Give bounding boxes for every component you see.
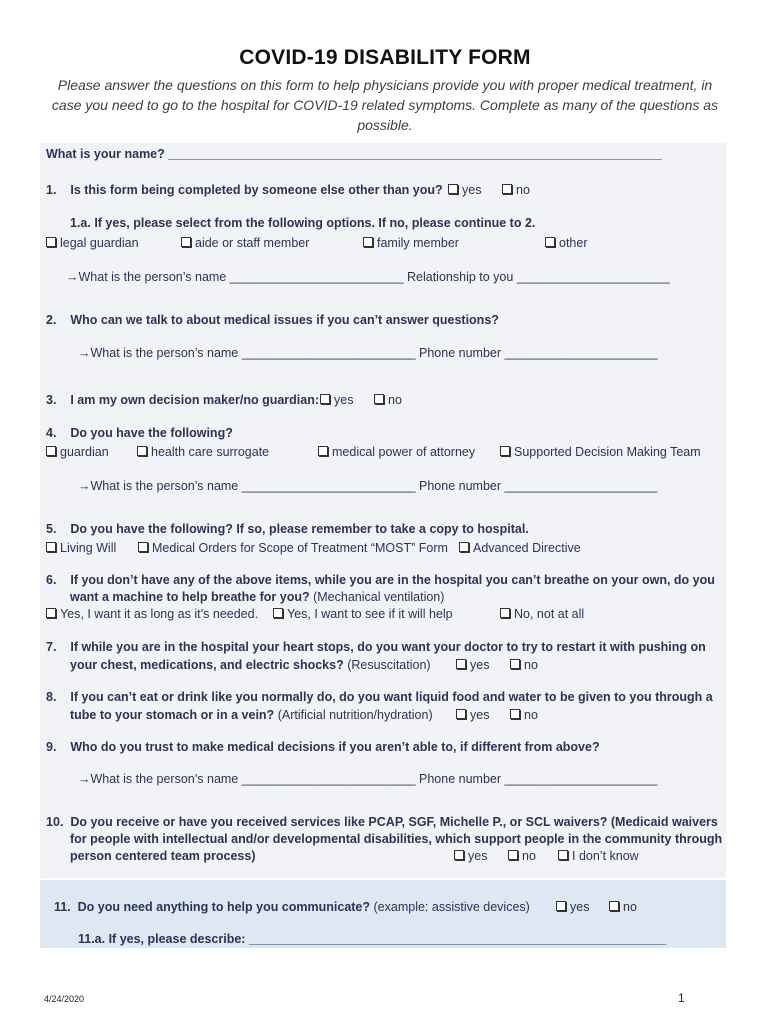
option-label: no [524,708,538,722]
question-7 [46,639,706,655]
checkbox-icon[interactable] [46,608,56,618]
q1-yes-option[interactable] [448,182,481,198]
question-7-line-2 [70,657,431,673]
checkbox-icon[interactable] [363,237,373,247]
q4-option-guardian[interactable] [46,444,109,460]
question-9 [46,739,600,755]
question-text: tube to your stomach or in a vein? [70,708,275,722]
checkbox-icon[interactable] [448,184,458,194]
checkbox-icon[interactable] [181,237,191,247]
q1a-option-aide[interactable] [181,235,309,251]
option-label: yes [470,708,490,722]
q11-no-option[interactable] [609,899,637,915]
checkbox-icon[interactable] [502,184,512,194]
option-label: aide or staff member [195,236,310,250]
option-label: guardian [60,445,109,459]
option-label: yes [468,849,488,863]
option-label: no [524,658,538,672]
question-11 [54,899,530,915]
option-label: no [522,849,536,863]
question-text: Is this form being completed by someone else other than you? [70,183,443,197]
q1a-person-line[interactable]: →What is the person’s name _________________________ Relationship to you ______________________ [66,270,670,284]
question-text: Do you receive or have you received services like PCAP, SGF, Michelle P., or SCL waivers? (Medicaid waivers [70,815,718,829]
q10-yes-option[interactable] [454,848,487,864]
checkbox-icon[interactable] [137,446,147,456]
checkbox-icon[interactable] [320,394,330,404]
q4-option-sdm-team[interactable] [500,444,701,460]
option-label: No, not at all [514,607,585,621]
question-4 [46,425,233,441]
checkbox-icon[interactable] [273,608,283,618]
checkbox-icon[interactable] [46,237,56,247]
q10-dont-know-option[interactable] [558,848,639,864]
q3-yes-option[interactable] [320,392,353,408]
q4-person-line[interactable]: →What is the person’s name _________________________ Phone number ______________________ [78,479,658,493]
q6-option-see-if-helps[interactable] [273,606,453,622]
question-2 [46,312,499,328]
checkbox-icon[interactable] [545,237,555,247]
question-number: 2. [46,313,57,327]
question-text: your chest, medications, and electric shocks? [70,658,344,672]
page-title: COVID-19 DISABILITY FORM [239,46,531,69]
checkbox-icon[interactable] [318,446,328,456]
intro-text: Please answer the questions on this form to help physicians provide you with proper medical treatment, in case you need to go to the hospital for COVID-19 related symptoms. Complete as many of the questions as possible. [51,77,719,133]
q1a-option-family[interactable] [363,235,459,251]
option-label: yes [462,183,482,197]
option-label: health care surrogate [151,445,270,459]
question-text: I am my own decision maker/no guardian: [70,393,320,407]
option-label: Yes, I want it as long as it’s needed. [60,607,259,621]
question-10 [46,814,718,830]
option-label: yes [470,658,490,672]
q1a-option-other[interactable] [545,235,588,251]
question-note: (Resuscitation) [347,658,431,672]
question-number: 4. [46,426,57,440]
q5-option-advanced-directive[interactable] [459,540,581,556]
checkbox-icon[interactable] [46,542,56,552]
checkbox-icon[interactable] [456,709,466,719]
question-10-line-2: for people with intellectual and/or developmental disabilities, which support people in the community through [70,832,723,846]
checkbox-icon[interactable] [138,542,148,552]
checkbox-icon[interactable] [374,394,384,404]
q11-yes-option[interactable] [556,899,589,915]
checkbox-icon[interactable] [558,850,568,860]
checkbox-icon[interactable] [459,542,469,552]
q11a-describe-field[interactable]: 11.a. If yes, please describe: ____________________________________________________________ [78,932,667,946]
checkbox-icon[interactable] [500,446,510,456]
option-label: I don’t know [572,849,639,863]
option-label: yes [334,393,354,407]
option-label: Medical Orders for Scope of Treatment “MOST” Form [152,541,448,555]
question-number: 3. [46,393,57,407]
question-10-line-3: person centered team process) [70,849,256,863]
q4-option-surrogate[interactable] [137,444,269,460]
checkbox-icon[interactable] [500,608,510,618]
question-text: Do you have the following? [70,426,233,440]
q4-option-poa[interactable] [318,444,475,460]
question-number: 11. [54,900,71,914]
question-number: 10. [46,815,64,829]
option-label: no [388,393,402,407]
question-3 [46,392,319,408]
q8-yes-option[interactable] [456,707,489,723]
q5-option-living-will[interactable] [46,540,116,556]
question-number: 1. [46,183,57,197]
checkbox-icon[interactable] [46,446,56,456]
question-text: If you don’t have any of the above items, while you are in the hospital you can’t breathe on your own, do you [70,573,715,587]
question-number: 7. [46,640,57,654]
q2-person-line[interactable]: →What is the person’s name _________________________ Phone number ______________________ [78,346,658,360]
question-8 [46,689,713,705]
q5-option-most-form[interactable] [138,540,448,556]
option-label: yes [570,900,590,914]
checkbox-icon[interactable] [609,901,619,911]
question-text: Do you need anything to help you communicate? [77,900,371,914]
page-number: 1 [678,991,685,1005]
question-text: Do you have the following? If so, please remember to take a copy to hospital. [70,522,529,536]
checkbox-icon[interactable] [510,709,520,719]
question-1 [46,182,443,198]
checkbox-icon[interactable] [454,850,464,860]
form-background [40,143,726,878]
option-label: no [516,183,530,197]
q6-option-not-at-all[interactable] [500,606,584,622]
option-label: family member [377,236,459,250]
question-text: If while you are in the hospital your heart stops, do you want your doctor to try to restart it with pushing on [70,640,706,654]
question-number: 5. [46,522,57,536]
q7-yes-option[interactable] [456,657,489,673]
checkbox-icon[interactable] [508,850,518,860]
q7-no-option[interactable] [510,657,538,673]
option-label: medical power of attorney [332,445,476,459]
question-text: Who can we talk to about medical issues if you can’t answer questions? [70,313,499,327]
option-label: Living Will [60,541,117,555]
checkbox-icon[interactable] [556,901,566,911]
question-note: (Mechanical ventilation) [313,590,445,604]
question-8-line-2 [70,707,433,723]
footer-date: 4/24/2020 [44,994,85,1004]
question-note: (Artificial nutrition/hydration) [277,708,433,722]
q10-no-option[interactable] [508,848,536,864]
question-note: (example: assistive devices) [373,900,530,914]
question-6 [46,572,715,588]
q8-no-option[interactable] [510,707,538,723]
q1-no-option[interactable] [502,182,530,198]
question-1a: 1.a. If yes, please select from the following options. If no, please continue to 2. [70,216,536,230]
question-6-line-2 [70,589,444,605]
question-text: want a machine to help breathe for you? [70,590,310,604]
question-text: If you can’t eat or drink like you normally do, do you want liquid food and water to be given to you through a [70,690,713,704]
option-label: Advanced Directive [473,541,581,555]
q9-person-line[interactable]: →What is the person’s name _________________________ Phone number ______________________ [78,772,658,786]
q3-no-option[interactable] [374,392,402,408]
question-number: 6. [46,573,57,587]
question-text: Who do you trust to make medical decisions if you aren’t able to, if different from above? [70,740,600,754]
option-label: other [559,236,588,250]
question-5 [46,521,529,537]
option-label: Yes, I want to see if it will help [287,607,453,621]
q6-option-as-long-as-needed[interactable] [46,606,258,622]
question-number: 9. [46,740,57,754]
q1a-option-legal-guardian[interactable] [46,235,139,251]
name-field[interactable]: What is your name? _______________________________________________________________________ [46,147,662,161]
checkbox-icon[interactable] [456,659,466,669]
option-label: no [623,900,637,914]
option-label: Supported Decision Making Team [514,445,701,459]
checkbox-icon[interactable] [510,659,520,669]
question-number: 8. [46,690,57,704]
option-label: legal guardian [60,236,139,250]
